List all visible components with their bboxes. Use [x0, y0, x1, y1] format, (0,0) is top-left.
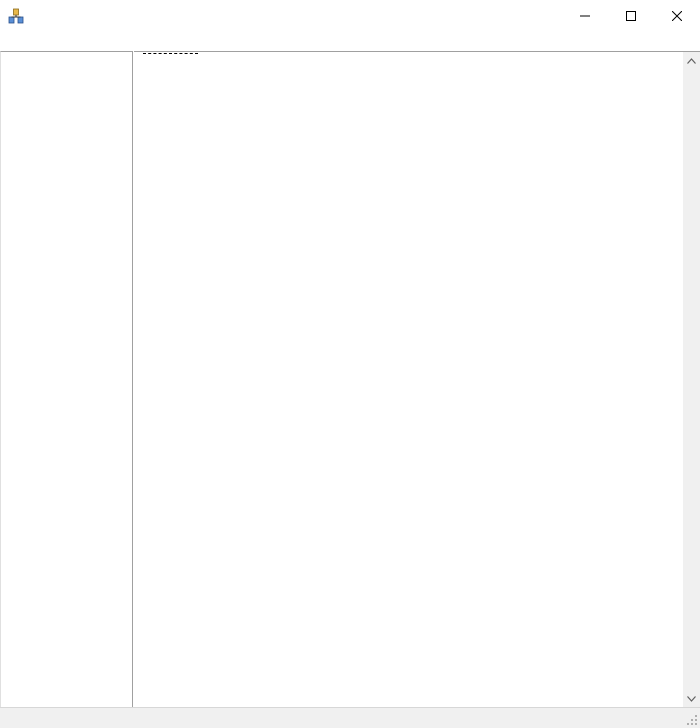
close-icon	[672, 11, 682, 21]
tree-pane[interactable]	[0, 51, 133, 707]
maximize-button[interactable]	[608, 0, 654, 31]
ldp-app-icon[interactable]	[8, 8, 24, 24]
output-text	[143, 52, 675, 706]
chevron-up-icon	[687, 58, 696, 64]
status-bar	[0, 707, 700, 728]
scroll-up-button[interactable]	[683, 52, 700, 69]
output-pane[interactable]	[134, 51, 700, 707]
window-controls	[562, 0, 700, 31]
close-button[interactable]	[654, 0, 700, 31]
chevron-down-icon	[687, 696, 696, 702]
menu-bar	[0, 31, 700, 51]
scroll-down-button[interactable]	[683, 690, 700, 707]
minimize-button[interactable]	[562, 0, 608, 31]
minimize-icon	[580, 11, 590, 21]
resize-grip-icon[interactable]	[686, 714, 698, 726]
title-bar	[0, 0, 700, 31]
maximize-icon	[626, 11, 636, 21]
vertical-scrollbar[interactable]	[683, 52, 700, 707]
